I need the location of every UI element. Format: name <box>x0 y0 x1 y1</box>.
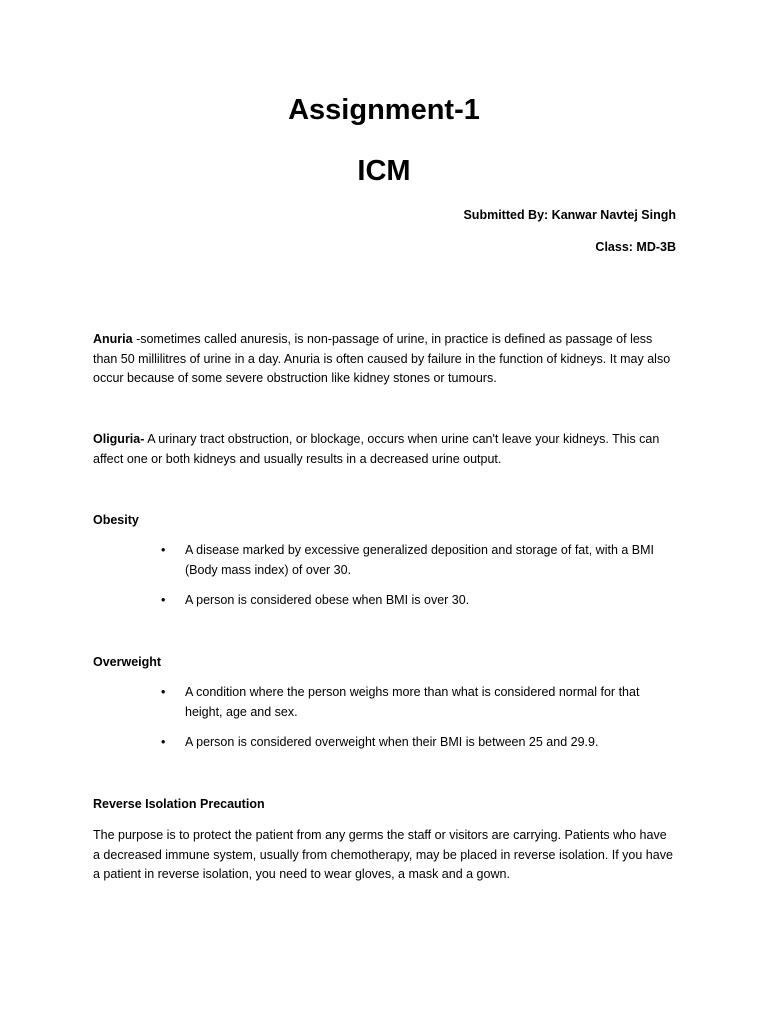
bullet-icon: • <box>161 593 166 607</box>
anuria-paragraph <box>93 330 675 389</box>
anuria-term: Anuria <box>93 332 133 346</box>
list-item <box>93 733 675 753</box>
obesity-heading: Obesity <box>93 513 139 527</box>
document-subtitle: ICM <box>357 155 411 187</box>
bullet-icon: • <box>161 735 166 749</box>
document-title: Assignment-1 <box>288 94 480 126</box>
bullet-icon: • <box>161 685 166 699</box>
overweight-heading: Overweight <box>93 655 162 669</box>
list-item-text: A person is considered obese when BMI is over 30. <box>185 593 470 607</box>
bullet-icon: • <box>161 543 166 557</box>
class-info: Class: MD-3B <box>595 240 676 254</box>
obesity-list <box>93 541 675 622</box>
list-item-text: A condition where the person weighs more than what is considered normal for that height, age and sex. <box>185 685 640 719</box>
oliguria-text: A urinary tract obstruction, or blockage, occurs when urine can't leave your kidneys. This can affect one or both kidneys and usually results in a decreased urine output. <box>93 432 660 466</box>
overweight-list <box>93 683 675 764</box>
reverse-isolation-paragraph: The purpose is to protect the patient from any germs the staff or visitors are carrying. Patients who have a decreased immune system, usually from chemotherapy, may be placed in reverse isolation. If you have a patient in reverse isolation, you need to wear gloves, a mask and a gown. <box>93 828 673 881</box>
list-item <box>93 541 675 580</box>
list-item <box>93 591 675 611</box>
anuria-text: -sometimes called anuresis, is non-passage of urine, in practice is defined as passage of less than 50 millilitres of urine in a day. Anuria is often caused by failure in the function of kidneys. It may also occur because of some severe obstruction like kidney stones or tumours. <box>93 332 671 385</box>
oliguria-paragraph <box>93 430 675 469</box>
submitted-by: Submitted By: Kanwar Navtej Singh <box>463 208 676 222</box>
oliguria-term: Oliguria- <box>93 432 145 446</box>
list-item-text: A person is considered overweight when their BMI is between 25 and 29.9. <box>185 735 599 749</box>
list-item <box>93 683 675 722</box>
list-item-text: A disease marked by excessive generalized deposition and storage of fat, with a BMI (Body mass index) of over 30. <box>185 543 655 577</box>
reverse-isolation-heading: Reverse Isolation Precaution <box>93 797 265 811</box>
